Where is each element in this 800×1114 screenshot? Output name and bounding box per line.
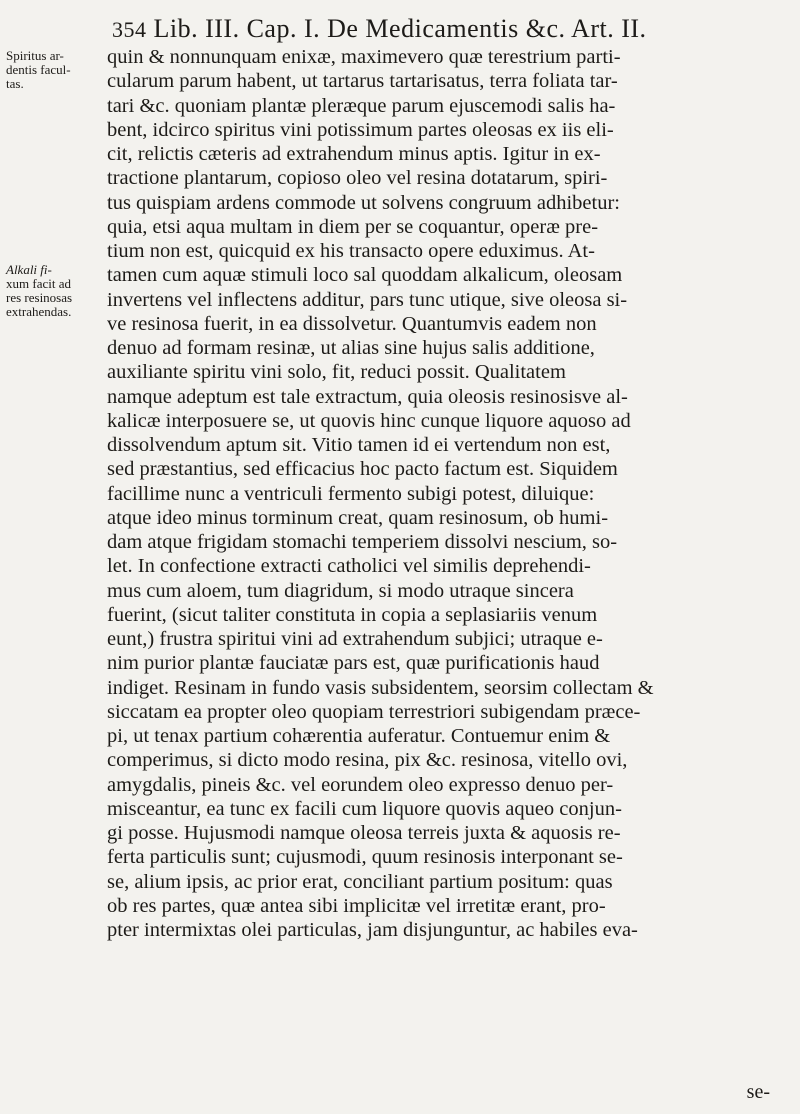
text-line: indiget. Resinam in fundo vasis subsidentem, seorsim collectam & bbox=[107, 676, 654, 699]
margin-note-line: res resinosas bbox=[6, 290, 73, 305]
text-line: bent, idcirco spiritus vini potissimum partes oleosas ex iis eli- bbox=[107, 118, 614, 141]
text-line: tamen cum aquæ stimuli loco sal quoddam alkalicum, oleosam bbox=[107, 264, 623, 287]
running-title: Lib. III. Cap. I. De Medicamentis &c. Art. II. bbox=[153, 14, 647, 43]
text-line: siccatam ea propter oleo quopiam terrestriori subigendam præce- bbox=[107, 700, 641, 723]
text-line: misceantur, ea tunc ex facili cum liquore quovis aqueo conjun- bbox=[107, 797, 622, 820]
margin-note-line: dentis facul- bbox=[6, 62, 71, 77]
text-line: gi posse. Hujusmodi namque oleosa terreis juxta & aquosis re- bbox=[107, 822, 621, 844]
margin-note-line: Spiritus ar- bbox=[6, 48, 64, 63]
page-number: 354 bbox=[112, 17, 147, 42]
catchword: se- bbox=[746, 1081, 770, 1103]
text-line: ve resinosa fuerit, in ea dissolvetur. Quantumvis eadem non bbox=[107, 312, 597, 335]
text-line: ferta particulis sunt; cujusmodi, quum resinosis interponant se- bbox=[107, 846, 623, 869]
text-line: amygdalis, pineis &c. vel eorundem oleo expresso denuo per- bbox=[107, 773, 614, 796]
running-header bbox=[112, 14, 772, 44]
margin-note-alkali bbox=[6, 263, 96, 319]
text-line: nim purior plantæ fauciatæ pars est, quæ purificationis haud bbox=[107, 652, 600, 675]
text-line: namque adeptum est tale extractum, quia oleosis resinosisve al- bbox=[107, 385, 628, 408]
text-line: auxiliante spiritu vini solo, fit, reduci possit. Qualitatem bbox=[107, 361, 566, 384]
text-line: sed præstantius, sed efficacius hoc pacto factum est. Siquidem bbox=[107, 458, 618, 481]
text-line: dissolvendum aptum sit. Vitio tamen id ei vertendum non est, bbox=[107, 434, 611, 456]
text-line: cit, relictis cæteris ad extrahendum minus aptis. Igitur in ex- bbox=[107, 143, 601, 165]
text-line: ob res partes, quæ antea sibi implicitæ vel irretitæ erant, pro- bbox=[107, 894, 606, 917]
text-line: se, alium ipsis, ac prior erat, conciliant partium positum: quas bbox=[107, 870, 613, 893]
text-line: tium non est, quicquid ex his transacto opere eduximus. At- bbox=[107, 240, 595, 262]
text-line: facillime nunc a ventriculi fermento subigi potest, diluique: bbox=[107, 482, 595, 505]
margin-note-line: extrahendas. bbox=[6, 304, 72, 319]
text-line: comperimus, si dicto modo resina, pix &c. resinosa, vitello ovi, bbox=[107, 749, 628, 772]
text-line: eunt,) frustra spiritui vini ad extrahendum subjici; utraque e- bbox=[107, 628, 603, 650]
text-line: quia, etsi aqua multam in diem per se coquantur, operæ pre- bbox=[107, 215, 599, 238]
text-line: dam atque frigidam stomachi temperiem dissolvi nescium, so- bbox=[107, 531, 618, 553]
text-line: fuerint, (sicut taliter constituta in copia a seplasiariis venum bbox=[107, 603, 598, 626]
text-line: quin & nonnunquam enixæ, maximevero quæ terestrium parti- bbox=[107, 46, 621, 68]
margin-note-line: Alkali fi- bbox=[6, 262, 52, 277]
margin-note-line: tas. bbox=[6, 76, 24, 91]
text-line: mus cum aloem, tum diagridum, si modo utraque sincera bbox=[107, 579, 574, 602]
text-line: let. In confectione extracti catholici vel similis deprehendi- bbox=[107, 555, 591, 578]
text-line: tus quispiam ardens commode ut solvens congruum adhibetur: bbox=[107, 191, 620, 214]
text-line: tari &c. quoniam plantæ pleræque parum ejuscemodi salis ha- bbox=[107, 94, 616, 117]
text-line: denuo ad formam resinæ, ut alias sine hujus salis additione, bbox=[107, 337, 595, 359]
text-line: invertens vel inflectens additur, pars tunc utique, sive oleosa si- bbox=[107, 288, 628, 311]
margin-note-spiritus bbox=[6, 49, 96, 91]
body-text bbox=[107, 45, 787, 942]
text-line: pter intermixtas olei particulas, jam disjunguntur, ac habiles eva- bbox=[107, 919, 638, 941]
text-line: pi, ut tenax partium cohærentia auferatur. Contuemur enim & bbox=[107, 725, 611, 747]
text-line: cularum parum habent, ut tartarus tartarisatus, terra foliata tar- bbox=[107, 70, 618, 93]
margin-note-line: xum facit ad bbox=[6, 276, 71, 291]
text-line: atque ideo minus torminum creat, quam resinosum, ob humi- bbox=[107, 506, 609, 529]
text-line: kalicæ interposuere se, ut quovis hinc cunque liquore aquoso ad bbox=[107, 409, 631, 432]
text-line: tractione plantarum, copioso oleo vel resina dotatarum, spiri- bbox=[107, 167, 608, 190]
